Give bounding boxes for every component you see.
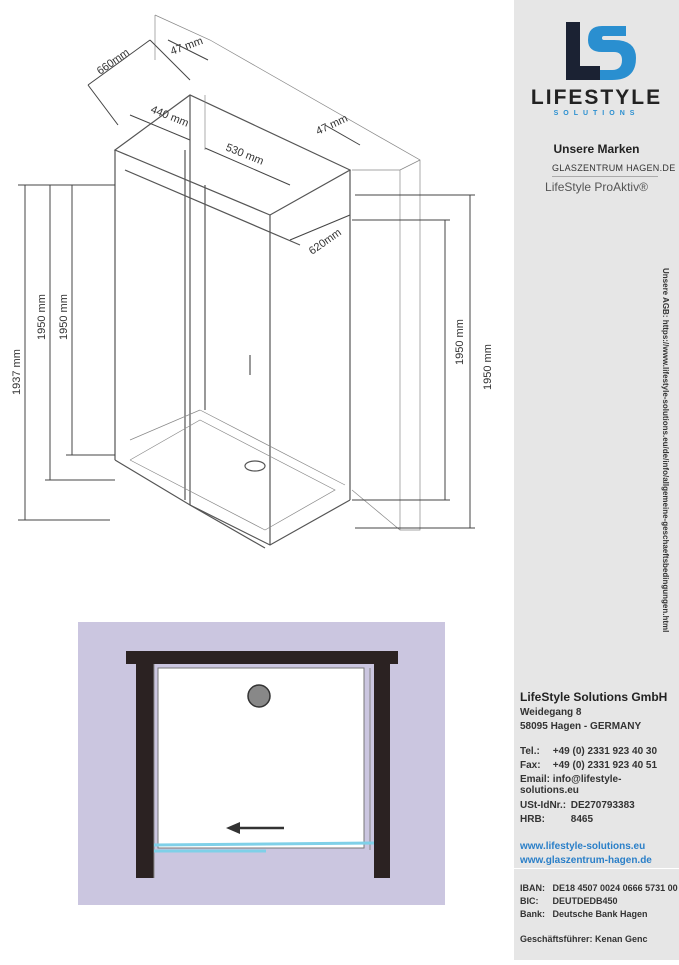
hrb-row	[520, 814, 593, 825]
dim-1950-b: 1950 mm	[58, 294, 70, 340]
dim-1950-d: 1950 mm	[482, 344, 494, 390]
sliding-glass-door	[154, 843, 374, 845]
dim-47-right: 47 mm	[314, 112, 350, 138]
email-row	[520, 774, 679, 796]
wall-left	[136, 664, 154, 878]
street: Weidegang 8	[520, 707, 582, 718]
dim-1950-a: 1950 mm	[36, 294, 48, 340]
iban-row	[520, 883, 678, 893]
hrb-value: 8465	[570, 814, 594, 825]
tel-label: Tel.:	[520, 746, 540, 757]
managing-director-row	[520, 934, 648, 944]
brand-name: LIFESTYLE	[530, 86, 663, 109]
iban-label: IBAN:	[520, 883, 545, 893]
dim-620: 620mm	[306, 226, 344, 258]
brand-subtitle: SOLUTIONS	[553, 110, 640, 117]
company-logo	[514, 18, 679, 91]
divider	[514, 868, 679, 869]
fax-value: +49 (0) 2331 923 40 51	[552, 760, 658, 771]
dim-530: 530 mm	[223, 141, 266, 168]
company-sidebar	[514, 0, 679, 960]
gf-value: Kenan Genc	[595, 934, 648, 944]
company-name: LifeStyle Solutions GmbH	[520, 690, 668, 704]
fax-row	[520, 760, 657, 771]
email-link[interactable]: info@lifestyle-solutions.eu	[520, 774, 622, 796]
website-link-glaszentrum[interactable]: www.glaszentrum-hagen.de	[520, 855, 652, 866]
bank-label: Bank:	[520, 909, 546, 919]
bank-row	[520, 909, 648, 919]
wall-right	[374, 664, 390, 878]
brand-glaszentrum: GLASZENTRUM HAGEN.DE	[552, 163, 676, 173]
dim-47-top: 47 mm	[168, 35, 205, 58]
email-label: Email:	[520, 774, 551, 785]
ust-row	[520, 800, 635, 811]
fax-label: Fax:	[520, 760, 541, 771]
tel-row	[520, 746, 657, 757]
bic-row	[520, 896, 618, 906]
gf-label: Geschäftsführer:	[520, 934, 593, 944]
iban-value: DE18 4507 0024 0666 5731 00	[552, 883, 678, 893]
dim-660: 660mm	[94, 46, 132, 78]
terms-link[interactable]: Unsere AGB: https://www.lifestyle-solutions.eu/de/info/allgemeine-geschaeftsbedingungen.html	[661, 268, 670, 633]
drain-icon	[248, 685, 270, 707]
wall-top	[126, 651, 398, 664]
dim-1937: 1937 mm	[11, 349, 23, 395]
brand-proaktiv: LifeStyle ProAktiv®	[545, 180, 648, 194]
website-link-lifestyle[interactable]: www.lifestyle-solutions.eu	[520, 841, 646, 852]
divider	[552, 176, 658, 177]
ust-label: USt-IdNr.:	[520, 800, 567, 811]
tel-value[interactable]: +49 (0) 2331 923 40 30	[552, 746, 658, 757]
brands-heading: Unsere Marken	[553, 142, 640, 156]
city: 58095 Hagen - GERMANY	[520, 721, 642, 732]
dim-440: 440 mm	[148, 103, 191, 130]
ls-logo-icon	[552, 18, 642, 86]
dim-1950-c: 1950 mm	[454, 319, 466, 365]
bic-value: DEUTDEDB450	[552, 896, 618, 906]
hrb-label: HRB:	[520, 814, 545, 825]
bic-label: BIC:	[520, 896, 539, 906]
bank-value: Deutsche Bank Hagen	[552, 909, 648, 919]
ust-value: DE270793383	[570, 800, 635, 811]
terms-vertical-text	[656, 268, 672, 633]
